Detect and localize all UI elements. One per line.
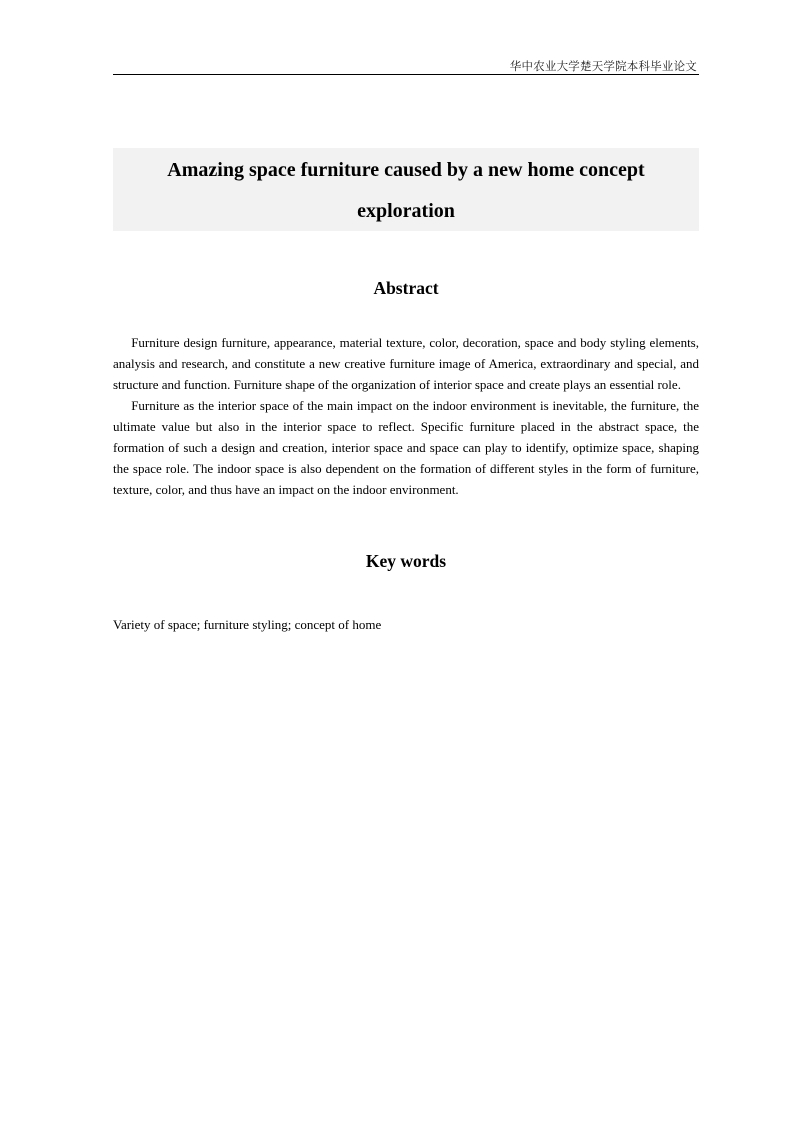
- document-title-line-1: Amazing space furniture caused by a new home concept: [167, 159, 645, 181]
- title-block: [113, 148, 699, 231]
- keywords-text: Variety of space; furniture styling; concept of home: [113, 617, 382, 632]
- keywords-heading: Key words: [365, 551, 447, 571]
- abstract-heading: Abstract: [373, 278, 439, 298]
- abstract-body: [113, 332, 699, 500]
- abstract-paragraph-2: Furniture as the interior space of the main impact on the indoor environment is inevitable, the furniture, the ultimate value but also in the interior space to reflect. Specific furniture placed in the abstract space, the formation of such a design and creation, interior space and space can play to identify, optimize space, shaping the space role. The indoor space is also dependent on the formation of different styles in the form of furniture, texture, color, and thus have an impact on the indoor environment.: [113, 398, 699, 497]
- page-header: [113, 56, 699, 75]
- header-text: 华中农业大学楚天学院本科毕业论文: [509, 59, 697, 73]
- abstract-paragraph-1: Furniture design furniture, appearance, material texture, color, decoration, space and body styling elements, analysis and research, and constitute a new creative furniture image of America, extraordinary and special, and structure and function. Furniture shape of the organization of interior space and create plays an essential role.: [113, 335, 699, 392]
- document-title-line-2: exploration: [357, 200, 455, 222]
